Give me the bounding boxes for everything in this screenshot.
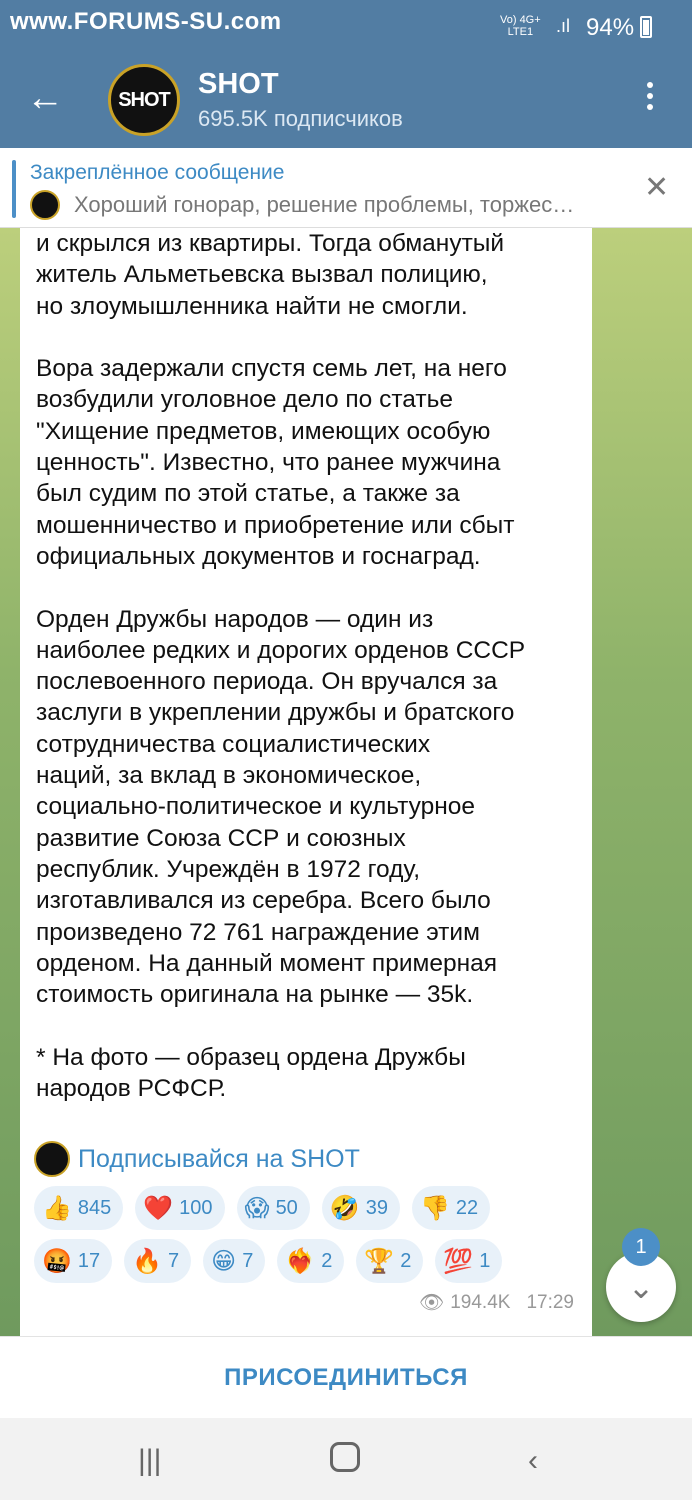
subscribe-label: Подписывайся на SHOT [78, 1144, 360, 1173]
network-bottom: LTE1 [507, 26, 534, 38]
message-line: народов РСФСР. [36, 1075, 227, 1103]
message-line: официальных документов и госнаград. [36, 542, 481, 570]
message-line: был судим по этой статье, а также за [36, 480, 460, 508]
reaction-chip[interactable] [412, 1186, 490, 1230]
avatar-text: SHOT [118, 88, 170, 111]
status-bar [0, 0, 692, 56]
message-line: Вора задержали спустя семь лет, на него [36, 355, 507, 383]
join-button[interactable] [0, 1336, 692, 1418]
app-bar [0, 56, 692, 148]
paragraph-gap [36, 572, 584, 603]
back-icon[interactable]: ‹ [528, 1444, 538, 1477]
home-icon[interactable] [330, 1442, 360, 1472]
message-meta [419, 1290, 574, 1315]
battery-icon [640, 16, 652, 38]
message-line: "Хищение предметов, имеющих особую [36, 417, 491, 445]
message-line: Орден Дружбы народов — один из [36, 605, 434, 633]
message-line: наций, за вклад в экономическое, [36, 762, 422, 790]
reaction-emoji-icon: ❤️ [143, 1194, 174, 1222]
reaction-emoji-icon: 😁 [211, 1247, 237, 1275]
network-top: Vo) 4G+ [500, 14, 541, 26]
message-line: возбудили уголовное дело по статье [36, 386, 453, 414]
reaction-emoji-icon: ❤️‍🔥 [285, 1247, 316, 1275]
reaction-chip[interactable] [124, 1239, 191, 1283]
reaction-emoji-icon: 👎 [419, 1194, 450, 1222]
reaction-chip[interactable] [203, 1239, 265, 1283]
reaction-emoji-icon: 🤬 [42, 1247, 72, 1275]
message-line: развитие Союза ССР и союзных [36, 824, 406, 852]
channel-title[interactable]: SHOT [198, 68, 279, 100]
battery-percent: 94% [586, 14, 635, 41]
chevron-glyph: ⌄ [627, 1269, 655, 1305]
message-line: республик. Учреждён в 1972 году, [36, 855, 421, 883]
reaction-chip[interactable] [34, 1186, 123, 1230]
pinned-message[interactable] [0, 148, 692, 228]
message-line: орденом. На данный момент примерная [36, 949, 498, 977]
channel-avatar[interactable] [108, 64, 180, 136]
reaction-emoji-icon: 🤣 [329, 1194, 360, 1222]
reaction-row [34, 1239, 594, 1287]
reaction-chip[interactable] [435, 1239, 502, 1283]
reaction-chip[interactable] [277, 1239, 344, 1283]
reaction-emoji-icon: 👍 [42, 1194, 72, 1222]
message-line: житель Альметьевска вызвал полицию, [36, 261, 488, 289]
message-line: мошенничество и приобретение или сбыт [36, 511, 515, 539]
paragraph-gap [36, 322, 584, 353]
message-text [36, 228, 584, 1104]
subscriber-count: 695.5K подписчиков [198, 106, 403, 131]
watermark-text: www.FORUMS-SU.com [10, 8, 282, 35]
message-line: послевоенного периода. Он вручался за [36, 668, 498, 696]
reaction-chip[interactable] [322, 1186, 400, 1230]
message-line: стоимость оригинала на рынке — 35k. [36, 981, 474, 1009]
message-bubble [20, 228, 592, 1336]
chat-area[interactable] [0, 228, 692, 1336]
reaction-count: 2 [400, 1249, 412, 1272]
system-nav-bar [0, 1418, 692, 1500]
reaction-chip[interactable] [237, 1186, 310, 1230]
reaction-count: 17 [77, 1249, 101, 1272]
message-line: изготавливался из серебра. Всего было [36, 887, 491, 915]
reaction-emoji-icon: 😱 [244, 1194, 270, 1222]
message-line: сотрудничества социалистических [36, 730, 431, 758]
reaction-emoji-icon: 💯 [443, 1247, 474, 1275]
close-icon[interactable]: ✕ [644, 171, 670, 204]
reaction-count: 2 [321, 1249, 333, 1272]
reaction-count: 39 [365, 1196, 388, 1219]
reaction-count: 7 [242, 1249, 254, 1272]
pinned-preview: Хороший гонорар, решение проблемы, торжес… [74, 192, 575, 217]
reaction-count: 1 [479, 1249, 491, 1272]
reaction-count: 7 [168, 1249, 180, 1272]
reaction-row [34, 1186, 594, 1234]
message-line: ценность". Известно, что ранее мужчина [36, 449, 501, 477]
header [0, 0, 692, 148]
pinned-indicator [12, 160, 16, 218]
reaction-emoji-icon: 🏆 [364, 1247, 395, 1275]
pinned-thumbnail-icon [30, 190, 60, 220]
paragraph-gap [36, 1010, 584, 1041]
reaction-chip[interactable] [135, 1186, 224, 1230]
view-count: 194.4K [450, 1291, 511, 1313]
signal-icon: .ıl [556, 16, 571, 36]
network-indicator [500, 14, 541, 38]
message-line: социально-политическое и культурное [36, 793, 476, 821]
reaction-count: 100 [179, 1196, 213, 1219]
message-time: 17:29 [526, 1291, 574, 1313]
message-line: произведено 72 761 награждение этим [36, 918, 480, 946]
reaction-emoji-icon: 🔥 [132, 1247, 163, 1275]
unread-badge: 1 [622, 1228, 660, 1266]
reaction-count: 845 [77, 1196, 112, 1219]
reaction-count: 22 [455, 1196, 479, 1219]
message-line: наиболее редких и дорогих орденов СССР [36, 636, 526, 664]
reaction-count: 50 [275, 1196, 298, 1219]
shot-logo-icon [34, 1141, 70, 1177]
more-vertical-icon[interactable] [640, 82, 660, 122]
arrow-left-icon[interactable]: ← [26, 77, 64, 119]
message-line: но злоумышленника найти не смогли. [36, 292, 468, 320]
recent-apps-icon[interactable]: ||| [138, 1444, 162, 1477]
message-line: заслуги в укреплении дружбы и братского [36, 699, 515, 727]
pinned-title: Закреплённое сообщение [30, 161, 285, 184]
eye-icon: 👁 [418, 1292, 445, 1314]
subscribe-link[interactable] [34, 1140, 360, 1178]
reactions [34, 1186, 594, 1292]
message-line: и скрылся из квартиры. Тогда обманутый [36, 230, 505, 257]
message-line: * На фото — образец ордена Дружбы [36, 1043, 466, 1071]
join-label: ПРИСОЕДИНИТЬСЯ [224, 1363, 468, 1391]
reaction-chip[interactable] [34, 1239, 112, 1283]
reaction-chip[interactable] [356, 1239, 423, 1283]
